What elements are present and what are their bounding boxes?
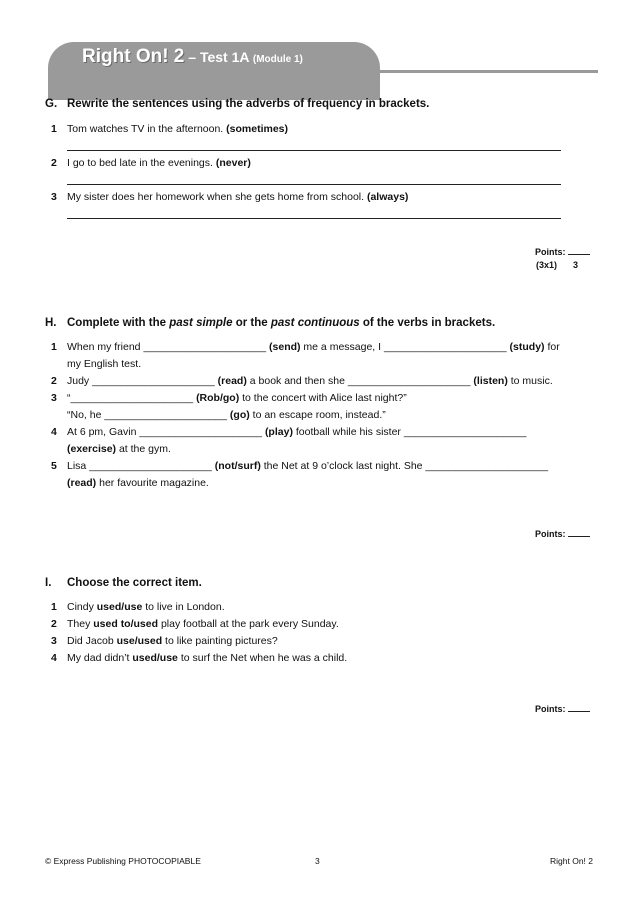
item-text: My sister does her homework when she gets home from school. bbox=[67, 191, 367, 203]
item-adverb: (never) bbox=[215, 157, 251, 169]
item-adverb: (always) bbox=[366, 191, 409, 203]
item-text: “ bbox=[67, 392, 71, 404]
points-blank[interactable] bbox=[568, 528, 590, 537]
instruction-text: Complete with the bbox=[67, 317, 170, 329]
item-number: 2 bbox=[51, 157, 57, 169]
verb-cue: (Rob/go) bbox=[196, 392, 240, 404]
item-number: 3 bbox=[51, 392, 57, 404]
section-instruction: Choose the correct item. bbox=[67, 577, 202, 589]
title-main: Right On! 2 bbox=[82, 46, 185, 67]
choice-options[interactable]: used/use bbox=[96, 601, 143, 613]
section-h-heading bbox=[45, 317, 495, 329]
points-label: Points: bbox=[535, 529, 568, 539]
item-text: football while his sister bbox=[292, 426, 404, 438]
h-item-5-cont bbox=[67, 476, 209, 490]
item-text: the Net at 9 o’clock last night. She bbox=[260, 460, 426, 472]
section-letter: G. bbox=[45, 98, 58, 110]
item-number: 2 bbox=[51, 375, 57, 387]
h-item-5 bbox=[51, 459, 548, 473]
verb-cue: (not/surf) bbox=[214, 460, 261, 472]
answer-blank[interactable]: _____________________ bbox=[139, 426, 263, 438]
verb-cue: (play) bbox=[264, 426, 293, 438]
section-letter: H. bbox=[45, 317, 57, 329]
instruction-text: of the verbs in brackets. bbox=[359, 317, 496, 329]
h-item-4 bbox=[51, 425, 526, 439]
item-text: to an escape room, instead.” bbox=[249, 409, 386, 421]
page-number: 3 bbox=[315, 856, 320, 866]
item-text: to the concert with Alice last night?” bbox=[239, 392, 407, 404]
item-text: At 6 pm, Gavin bbox=[67, 426, 140, 438]
item-adverb: (sometimes) bbox=[226, 123, 288, 135]
item-text: her favourite magazine. bbox=[96, 477, 209, 489]
choice-options[interactable]: used/use bbox=[132, 652, 178, 664]
answer-blank[interactable]: _____________________ bbox=[70, 392, 194, 404]
item-number: 2 bbox=[51, 618, 57, 630]
verb-cue: (exercise) bbox=[67, 443, 117, 455]
points-blank[interactable] bbox=[568, 703, 590, 712]
section-g-heading bbox=[45, 98, 429, 110]
g-item-2 bbox=[51, 156, 251, 170]
item-text: They bbox=[67, 618, 94, 630]
h-item-3-cont bbox=[67, 408, 386, 422]
answer-line[interactable] bbox=[67, 184, 561, 185]
answer-blank[interactable]: _____________________ bbox=[425, 460, 549, 472]
item-text: to surf the Net when he was a child. bbox=[177, 652, 348, 664]
verb-cue: (listen) bbox=[473, 375, 508, 387]
item-text: me a message, I bbox=[300, 341, 384, 353]
footer-book-title: Right On! 2 bbox=[550, 856, 593, 866]
instruction-emphasis: past simple bbox=[169, 317, 233, 329]
answer-blank[interactable]: _____________________ bbox=[347, 375, 471, 387]
item-number: 4 bbox=[51, 426, 57, 438]
score-g bbox=[536, 260, 578, 270]
answer-blank[interactable]: _____________________ bbox=[89, 460, 212, 472]
answer-blank[interactable]: _____________________ bbox=[92, 375, 215, 387]
i-item-3 bbox=[51, 634, 278, 648]
answer-blank[interactable]: _____________________ bbox=[143, 341, 267, 353]
verb-cue: (go) bbox=[229, 409, 250, 421]
points-label: Points: bbox=[535, 247, 568, 257]
item-text: Did Jacob bbox=[67, 635, 117, 647]
points-blank[interactable] bbox=[568, 246, 590, 255]
g-item-1 bbox=[51, 122, 288, 136]
points-h bbox=[535, 528, 590, 539]
header-rule bbox=[372, 70, 598, 73]
item-text: I go to bed late in the evenings. bbox=[67, 157, 216, 169]
answer-blank[interactable]: _____________________ bbox=[383, 341, 507, 353]
i-item-1 bbox=[51, 600, 225, 614]
i-item-4 bbox=[51, 651, 347, 665]
i-item-2 bbox=[51, 617, 339, 631]
g-item-3 bbox=[51, 190, 408, 204]
item-number: 1 bbox=[51, 341, 57, 353]
item-number: 4 bbox=[51, 652, 57, 664]
item-text: Cindy bbox=[67, 601, 97, 613]
title-sub: (Module 1) bbox=[252, 54, 303, 65]
item-text: a book and then she bbox=[246, 375, 348, 387]
score-label: (3x1) bbox=[536, 260, 558, 270]
instruction-emphasis: past continuous bbox=[270, 317, 360, 329]
answer-blank[interactable]: _____________________ bbox=[403, 426, 527, 438]
item-number: 5 bbox=[51, 460, 57, 472]
item-text: Lisa bbox=[67, 460, 90, 472]
points-i bbox=[535, 703, 590, 714]
h-item-1 bbox=[51, 340, 560, 354]
footer-copyright: © Express Publishing PHOTOCOPIABLE bbox=[45, 856, 201, 866]
h-item-2 bbox=[51, 374, 553, 388]
score-value: 3 bbox=[573, 260, 579, 270]
item-text: Tom watches TV in the afternoon. bbox=[67, 123, 227, 135]
item-text: Judy bbox=[67, 375, 93, 387]
verb-cue: (read) bbox=[67, 477, 97, 489]
item-number: 1 bbox=[51, 601, 57, 613]
verb-cue: (send) bbox=[269, 341, 301, 353]
section-i-heading bbox=[45, 577, 202, 589]
h-item-1-cont bbox=[67, 357, 141, 371]
item-text: my English test. bbox=[67, 358, 142, 370]
h-item-3 bbox=[51, 391, 407, 405]
answer-line[interactable] bbox=[67, 150, 561, 151]
item-text: at the gym. bbox=[116, 443, 171, 455]
item-number: 1 bbox=[51, 123, 57, 135]
item-text: to music. bbox=[507, 375, 553, 387]
item-number: 3 bbox=[51, 191, 57, 203]
item-number: 3 bbox=[51, 635, 57, 647]
item-text: to live in London. bbox=[142, 601, 225, 613]
page-title bbox=[82, 46, 303, 68]
item-text: to like painting pictures? bbox=[162, 635, 278, 647]
section-instruction: Rewrite the sentences using the adverbs of frequency in brackets. bbox=[67, 98, 430, 110]
answer-blank[interactable]: _____________________ bbox=[104, 409, 227, 421]
points-label: Points: bbox=[535, 704, 568, 714]
h-item-4-cont bbox=[67, 442, 171, 456]
title-rest: – Test 1A bbox=[184, 49, 253, 65]
item-text: My dad didn’t bbox=[67, 652, 133, 664]
section-letter: I. bbox=[45, 577, 52, 589]
item-text: “No, he bbox=[67, 409, 105, 421]
item-text: for bbox=[544, 341, 560, 353]
instruction-text: or the bbox=[232, 317, 271, 329]
choice-options[interactable]: use/used bbox=[116, 635, 163, 647]
points-g bbox=[535, 246, 590, 257]
verb-cue: (read) bbox=[217, 375, 247, 387]
answer-line[interactable] bbox=[67, 218, 561, 219]
item-text: play football at the park every Sunday. bbox=[158, 618, 339, 630]
choice-options[interactable]: used to/used bbox=[93, 618, 159, 630]
item-text: When my friend bbox=[67, 341, 144, 353]
verb-cue: (study) bbox=[509, 341, 545, 353]
